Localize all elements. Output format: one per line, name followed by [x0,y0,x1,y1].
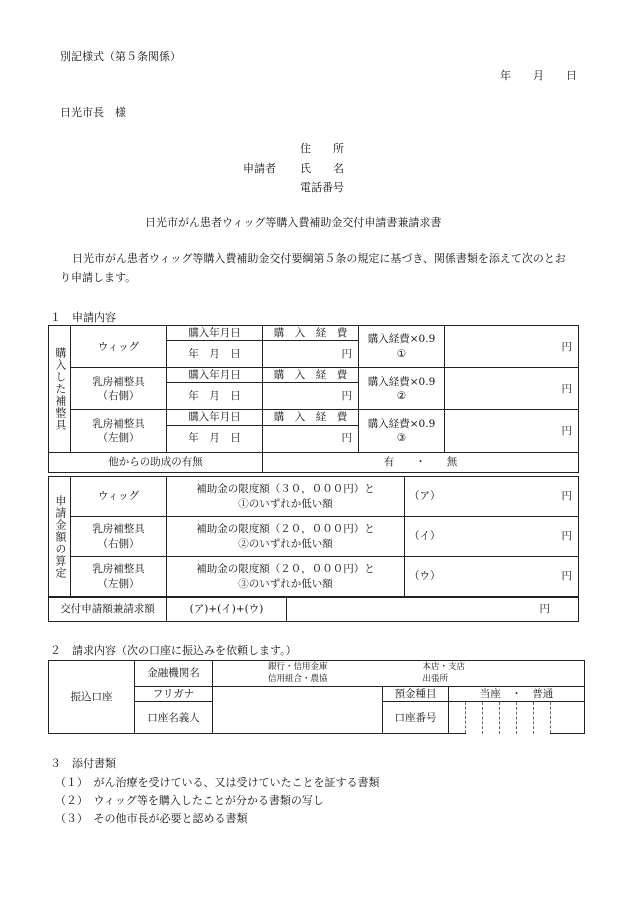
section1-heading: １ 申請内容 [50,311,116,324]
item-3-name: 乳房補整具 （左側） [71,410,167,452]
item-2-subsidy[interactable]: 円 [445,368,579,410]
account-holder-field[interactable] [213,687,383,734]
account-type-options[interactable]: 当座 ・ 普通 [449,687,585,702]
item-2-cost[interactable]: 円 [263,383,359,410]
item-3-subsidy[interactable]: 円 [445,410,579,452]
date-line: 年 月 日 [500,69,577,82]
total-amount[interactable]: 円 [287,598,579,622]
transfer-account-label: 振込口座 [49,661,135,734]
item-2-calc: 購入経費×0.9 ② [359,368,445,410]
furigana-label: フリガナ [135,687,213,702]
purchase-table [48,325,579,473]
addressee: 日光市長 様 [60,106,126,119]
item-3-cost[interactable]: 円 [263,425,359,452]
account-number-digit[interactable] [449,702,466,734]
purchase-cost-header: 購 入 経 費 [263,410,359,425]
calculation-table [48,476,579,597]
attachment-item-3: （３） その他市長が必要と認める書類 [55,812,248,825]
address-label: 住 所 [300,142,344,155]
item-1-name: ウィッグ [71,326,167,368]
item-1-date[interactable]: 年 月 日 [167,341,263,368]
form-label: 別記様式（第５条関係） [60,50,181,63]
section2-heading: ２ 請求内容（次の口座に振込みを依頼します。） [50,644,297,657]
account-type-label: 預金種目 [383,687,449,702]
purchase-cost-header: 購 入 経 費 [263,326,359,341]
purchased-items-label: 購入した補整具 [49,326,71,453]
purchase-date-header: 購入年月日 [167,326,263,341]
applicant-label: 申請者 [243,162,276,175]
bank-table [48,660,585,734]
item-1-cost[interactable]: 円 [263,341,359,368]
purchase-date-header: 購入年月日 [167,410,263,425]
item-1-subsidy[interactable]: 円 [445,326,579,368]
phone-label: 電話番号 [300,181,344,194]
item-3-calc: 購入経費×0.9 ③ [359,410,445,452]
calc-2-code: （イ） [405,517,445,557]
calc-3-limit: 補助金の限度額（２０，０００円）と ③のいずれか低い額 [167,557,405,597]
bank-name-label: 金融機関名 [135,661,213,687]
total-label: 交付申請額兼請求額 [49,598,167,622]
account-number-digit[interactable] [466,702,483,734]
other-aid-options[interactable]: 有 ・ 無 [263,452,579,472]
branch-types[interactable]: 本店・支店 出張所 [383,661,585,687]
account-number-digit[interactable] [534,702,551,734]
attachment-item-2: （２） ウィッグ等を購入したことが分かる書類の写し [55,794,324,807]
purchase-date-header: 購入年月日 [167,368,263,383]
account-number-label: 口座番号 [383,702,449,734]
other-aid-label: 他からの助成の有無 [49,452,263,472]
calc-3-amount[interactable]: 円 [445,557,579,597]
account-number-digit[interactable] [483,702,500,734]
total-formula: (ア)+(イ)+(ウ) [167,598,287,622]
account-holder-label: 口座名義人 [135,702,213,734]
calc-3-name: 乳房補整具 （左側） [71,557,167,597]
account-number-digit[interactable] [517,702,534,734]
calc-2-amount[interactable]: 円 [445,517,579,557]
name-label: 氏 名 [300,162,344,175]
calc-3-code: （ウ） [405,557,445,597]
document-title: 日光市がん患者ウィッグ等購入費補助金交付申請書兼請求書 [145,216,442,229]
item-3-date[interactable]: 年 月 日 [167,425,263,452]
account-number-digit[interactable] [551,702,585,734]
item-2-name: 乳房補整具 （右側） [71,368,167,410]
account-number-digit[interactable] [500,702,517,734]
attachment-item-1: （１） がん治療を受けている、又は受けていたことを証する書類 [55,776,380,789]
intro-line-1: 日光市がん患者ウィッグ等購入費補助金交付要綱第５条の規定に基づき、関係書類を添えて次のとお [72,252,566,265]
section3-heading: ３ 添付書類 [50,757,116,770]
intro-line-2: り申請します。 [60,271,137,284]
item-2-date[interactable]: 年 月 日 [167,383,263,410]
item-1-calc: 購入経費×0.9 ① [359,326,445,368]
calc-1-limit: 補助金の限度額（３０，０００円）と ①のいずれか低い額 [167,477,405,517]
total-table [48,597,579,622]
calc-2-name: 乳房補整具 （右側） [71,517,167,557]
calc-section-label: 申請金額の算定 [49,477,71,597]
calc-1-amount[interactable]: 円 [445,477,579,517]
calc-1-name: ウィッグ [71,477,167,517]
calc-1-code: （ア） [405,477,445,517]
purchase-cost-header: 購 入 経 費 [263,368,359,383]
calc-2-limit: 補助金の限度額（２０，０００円）と ②のいずれか低い額 [167,517,405,557]
bank-types[interactable]: 銀行・信用金庫 信用組合・農協 [213,661,383,687]
